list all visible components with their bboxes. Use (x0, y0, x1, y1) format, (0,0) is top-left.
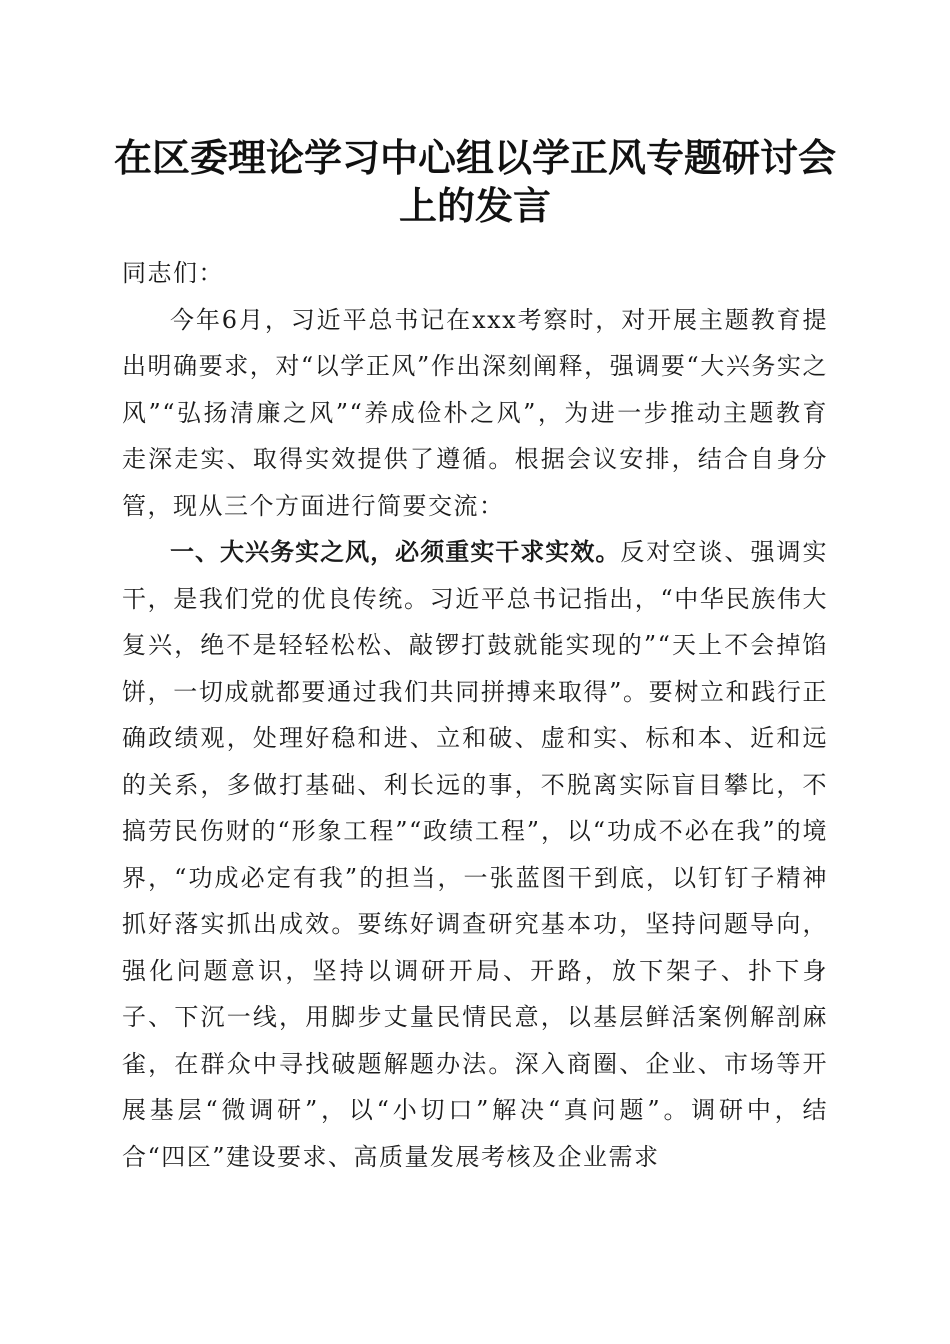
salutation: 同志们： (122, 259, 224, 287)
paragraph-text: 今年6月，习近平总书记在xxx考察时，对开展主题教育提出明确要求，对“以学正风”作出深刻阐释，强调要“大兴务实之风”“弘扬清廉之风”“养成俭朴之风”，为进一步推动主题教育走深走实、取得实效提供了遵循。根据会议安排，结合自身分管，现从三个方面进行简要交流： (122, 305, 828, 520)
document-body (122, 250, 828, 1180)
section-heading: 一、大兴务实之风，必须重实干求实效。 (170, 538, 621, 566)
document-title: 在区委理论学习中心组以学正风专题研讨会上的发言 (113, 135, 836, 228)
paragraph-section-one (122, 529, 828, 1180)
paragraph-intro (122, 297, 828, 530)
paragraph-text: 反对空谈、强调实干，是我们党的优良传统。习近平总书记指出，“中华民族伟大复兴，绝不是轻轻松松、敲锣打鼓就能实现的”“天上不会掉馅饼，一切成就都要通过我们共同拼搏来取得”。要树立和践行正确政绩观，处理好稳和进、立和破、虚和实、标和本、近和远的关系，多做打基础、利长远的事，不脱离实际盲目攀比，不搞劳民伤财的“形象工程”“政绩工程”，以“功成不必在我”的境界，“功成必定有我”的担当，一张蓝图干到底，以钉钉子精神抓好落实抓出成效。要练好调查研究基本功，坚持问题导向，强化问题意识，坚持以调研开局、开路，放下架子、扑下身子、下沉一线，用脚步丈量民情民意，以基层鲜活案例解剖麻雀，在群众中寻找破题解题办法。深入商圈、企业、市场等开展基层“微调研”，以“小切口”解决“真问题”。调研中，结合“四区”建设要求、高质量发展考核及企业需求 (122, 538, 828, 1171)
